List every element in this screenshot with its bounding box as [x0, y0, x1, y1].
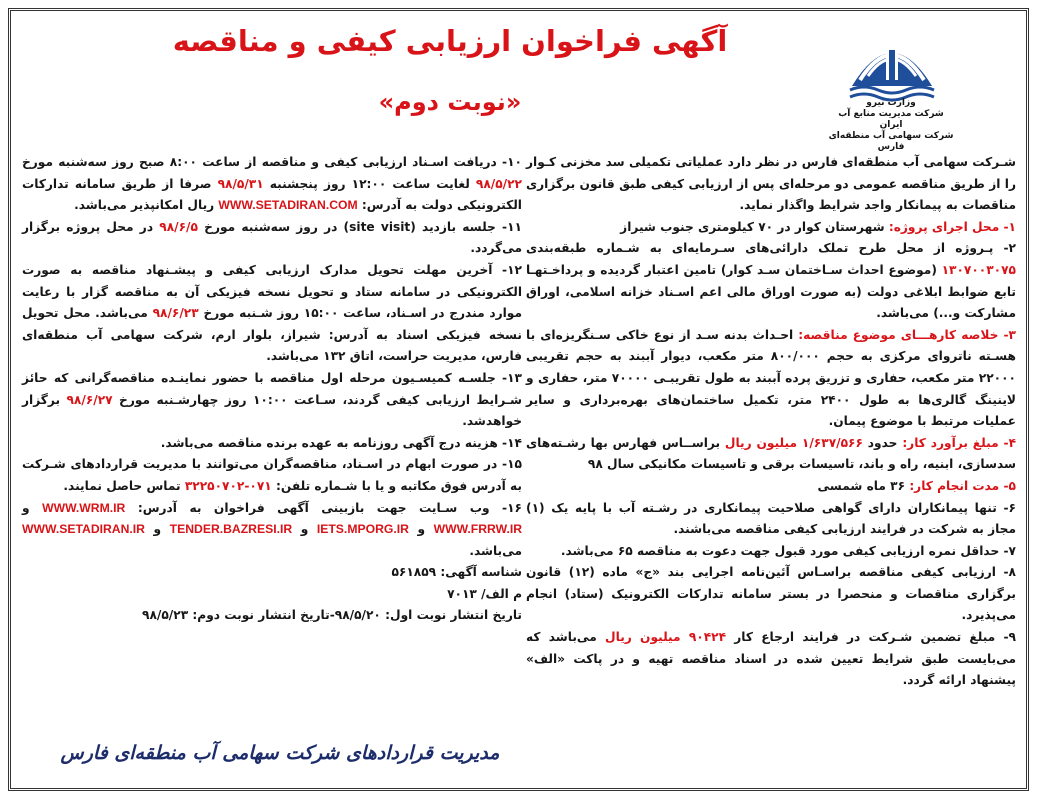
- item-14: ۱۴- هزینه درج آگهی روزنامه به عهده برنده مناقصه می‌باشد.: [160, 435, 522, 450]
- ad-subtitle: «نوبت دوم»: [378, 88, 522, 116]
- tender-bazresi-link[interactable]: TENDER.BAZRESI.IR: [169, 522, 293, 537]
- item-11: ۱۱- جلسه بازدید (site visit) در روز سه‌شنبه مورخ ۹۸/۶/۵ در محل پروژه برگزار می‌گردد.: [22, 219, 522, 256]
- item-8: ۸- ارزیابی کیفی مناقصه براسـاس آئین‌نامه اجرایی بند «ج» ماده (۱۲) قانون برگزاری مناقصات و منحصرا در بستر سامانه تدارکات الکترونیک (ستاد) انجام می‌پذیرد.: [526, 565, 1016, 623]
- item-5: ۵- مدت انجام کار: ۳۶ ماه شمسی: [817, 478, 1016, 493]
- publish-dates: تاریخ انتشار نوبت اول: ۹۸/۵/۲۰-تاریخ انتشار نوبت دوم: ۹۸/۵/۲۳: [142, 608, 522, 623]
- frrw-link[interactable]: WWW.FRRW.IR: [433, 522, 523, 537]
- org-name: وزارت نیرو شرکت مدیریت منابع آب ایران شرکت سهامی آب منطقه‌ای فارس: [828, 98, 954, 152]
- footer-signature: مدیریت قراردادهای شرکت سهامی آب منطقه‌ای فارس: [60, 742, 500, 764]
- item-4: ۴- مبلغ برآورد کار: حدود ۱/۶۳۷/۵۶۶ میلیون ریال براســاس فهارس بها رشـته‌های سدسازی، ابنیه، راه و باند، تاسیسات برقی و تاسیسات مکانیکی سال ۹۸: [526, 435, 1017, 472]
- left-column: [22, 152, 522, 627]
- ad-id: شناسه آگهی: ۵۶۱۸۵۹: [391, 565, 522, 580]
- item-15: ۱۵- در صورت ابهام در اسـناد، مناقصه‌گران می‌توانند با مدیریت قراردادهای شـرکت به آدرس فوق مکاتبه و یا با شـماره تلفن: ۰۷۱-۳۲۲۵۰۷۰۲ تماس حاصل نمایند.: [22, 457, 522, 493]
- right-column: [526, 152, 1016, 692]
- ad-title: آگهی فراخوان ارزیابی کیفی و مناقصه: [172, 24, 728, 58]
- item-3: ۳- خلاصه کارهـــای موضوع مناقصه: احـداث بدنه سـد از نوع خاکی سـنگریزه‌ای با هسـته ناتروای مرکزی به حجم ۸۰۰/۰۰۰ متر مکعب، دیوار آببند به حجم تقریبی ۲۲۰۰۰ متر مکعب، حفاری و تزریق پرده آببند به طول تقریبـی ۷۰۰۰۰ متر، حفاری و لاینینگ گالری‌ها به طول ۲۴۰۰ متر، تکمیل ساختمان‌های بهره‌برداری و سایر عملیات مرتبط با موضوع پیمان.: [526, 327, 1017, 429]
- setadiran-com-link[interactable]: WWW.SETADIRAN.COM: [218, 198, 358, 213]
- item-9: ۹- مبلغ تضمین شـرکت در فرایند ارجاع کار ۹۰۴۲۴ میلیون ریال می‌باشد که می‌بایست طبق شرایط تعیین شده در اسناد مناقصه تهیه و در پاکت «الف» پیشنهاد ارائه گردد.: [526, 630, 1016, 688]
- item-13: ۱۳- جلسـه کمیسـیون مرحله اول مناقصه با حضور نماینـده مناقصه‌گرانی که حائز شـرایط ارزیابی کیفی گردند، سـاعت ۱۰:۰۰ روز چهارشـنبه مورخ ۹۸/۶/۲۷ برگزار خواهدشد.: [22, 370, 522, 429]
- intro-paragraph: شـرکت سهامی آب منطقه‌ای فارس در نظر دارد عملیاتی تکمیلی سد مخزنی کـوار را از طریق مناقصه عمومی دو مرحله‌ای پس از ارزیابی کیفی طبق قانون برگزاری مناقصات به پیمانکار واجد شرایط واگذار نماید.: [526, 155, 1016, 213]
- wrm-link[interactable]: WWW.WRM.IR: [42, 500, 126, 515]
- ad-ref: م الف/ ۷۰۱۳: [447, 586, 522, 601]
- water-ministry-logo-icon: [846, 16, 938, 104]
- item-7: ۷- حداقل نمره ارزیابی کیفی مورد قبول جهت دعوت به مناقصه ۶۵ می‌باشد.: [560, 543, 1016, 558]
- item-6: ۶- تنها پیمانکاران دارای گواهی صلاحیت پیمانکاری در رشـته آب با پایه یک (۱) مجاز به شرکت در فرایند ارزیابی کیفی مناقصه می‌باشند.: [526, 500, 1016, 537]
- iets-link[interactable]: IETS.MPORG.IR: [316, 522, 409, 537]
- item-12: ۱۲- آخرین مهلت تحویل مدارک ارزیابی کیفی و پیشـنهاد مناقصه به صورت الکترونیکی در سامانه ستاد و تحویل نسخه فیزیکی آن به مناقصه گزار با رعایت موارد مندرج در اسـناد، ساعت ۱۵:۰۰ روز شـنبه مورخ ۹۸/۶/۲۳ می‌باشد. محل تحویل نسخه فیزیکی اسناد به آدرس: شیراز، بلوار ارم، شرکت سهامی آب منطقه‌ای فارس، مدیریت حراست، اتاق ۱۳۲ می‌باشد.: [22, 262, 522, 364]
- item-16: ۱۶- وب سـایت جهت بازبینی آگهی فراخوان به آدرس: WWW.WRM.IR و WWW.FRRW.IR و IETS.MPORG.IR و TENDER.BAZRESI.IR و WWW.SETADIRAN.IR می‌باشد.: [22, 500, 523, 558]
- item-10: ۱۰- دریافت اسـناد ارزیابی کیفی و مناقصه از ساعت ۸:۰۰ صبح روز سه‌شنبه مورخ ۹۸/۵/۲۲ لغایت ساعت ۱۲:۰۰ روز پنجشنبه ۹۸/۵/۳۱ صرفا از طریق سامانه تدارکات الکترونیکی دولت به آدرس: WWW.SETADIRAN.COM ریال امکانپذیر می‌باشد.: [22, 155, 522, 213]
- item-1: ۱- محل اجرای پروژه: شهرستان کوار در ۷۰ کیلومتری جنوب شیراز: [620, 219, 1016, 234]
- item-2: ۲- پـروژه از محل طرح تملک دارائی‌های سـرمایه‌ای به شـماره طبقه‌بندی ۱۳۰۷۰۰۳۰۷۵ (موضوع احداث سـاختمان سـد کوار) تامین اعتبار گردیده و پرداخـتهـا تابع ضوابط ابلاغی دولت (به صورت اوراق مالی اعم اسـناد خزانه اسلامی، اوراق مشارکت و...) می‌باشد.: [526, 241, 1016, 321]
- setadiran-ir-link[interactable]: WWW.SETADIRAN.IR: [22, 522, 145, 537]
